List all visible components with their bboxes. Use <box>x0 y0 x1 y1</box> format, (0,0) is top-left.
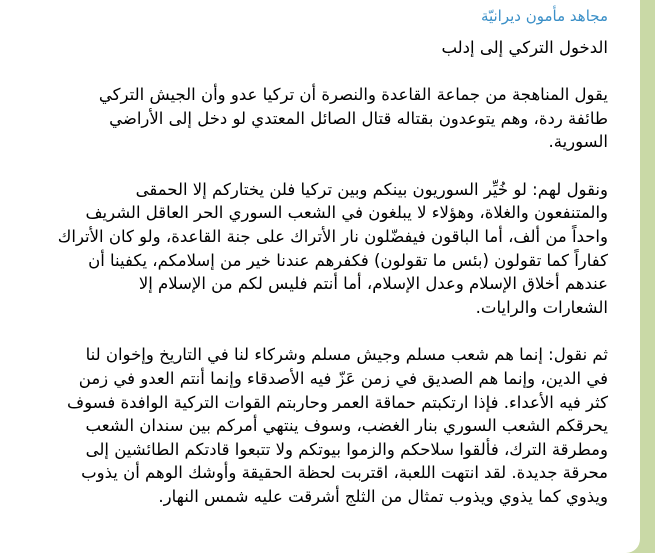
message-paragraph-3 <box>40 343 608 508</box>
text-line: ويذوي كما يذوي ويذوب تمثال من الثلج أشرقت عليه شمس النهار. <box>158 486 608 506</box>
message-title: الدخول التركي إلى إدلب <box>441 38 608 57</box>
text-line: طائفة ردة، وهم يتوعدون بقتاله قتال الصائل المعتدي لو دخل إلى الأراضي <box>109 108 608 128</box>
text-line: في الدين، وإنما هم الصديق في زمن عَزّ فيه الأصدقاء وإنما أنتم العدو في زمن <box>78 368 608 388</box>
text-line: ونقول لهم: لو خُيِّر السوريون بينكم وبين تركيا فلن يختاركم إلا الحمقى <box>135 179 608 199</box>
text-line: ثم نقول: إنما هم شعب مسلم وجيش مسلم وشركاء لنا في التاريخ وإخوان لنا <box>85 345 608 365</box>
sender-name[interactable]: مجاهد مأمون ديرانيّة <box>480 7 608 25</box>
text-line: يحرقكم الشعب السوري بنار الغضب، وسوف ينتهي أمركم بين سندان الشعب <box>85 416 608 436</box>
text-line: يقول المناهجة من جماعة القاعدة والنصرة أن تركيا عدو وأن الجيش التركي <box>98 85 608 104</box>
text-line: والمتنفعون والغلاة، وهؤلاء لا يبلغون في الشعب السوري الحر العاقل الشريف <box>85 203 608 223</box>
text-line: ومطرقة الترك، فألقوا سلاحكم والزموا بيوتكم ولا تتبعوا قادتكم الطائشين إلى <box>85 439 608 459</box>
message-paragraph-2 <box>40 178 608 320</box>
text-line: محرقة جديدة. لقد انتهت اللعبة، اقتربت لحظة الحقيقة وأوشك الوهم أن يذوب <box>81 463 608 483</box>
text-line: كثر فيه الأعداء. فإذا ارتكبتم حماقة العمر وحاربتم القوات التركية الوافدة فسوف <box>66 392 608 412</box>
text-line: السورية. <box>548 132 608 152</box>
message-paragraph-1 <box>40 83 608 154</box>
text-line: واحداً من ألف، أما الباقون فيفضّلون نار الأتراك على جنة القاعدة، ولو كان الأتراك <box>57 226 608 246</box>
text-line: كفاراً كما تقولون (بئس ما تقولون) فكفرهم عندنا خير من إسلامكم، يكفينا أن <box>88 250 608 270</box>
text-line: الشعارات والرايات. <box>475 297 608 317</box>
text-line: عندهم أخلاق الإسلام وعدل الإسلام، أما أنتم فليس لكم من الإسلام إلا <box>138 274 608 294</box>
